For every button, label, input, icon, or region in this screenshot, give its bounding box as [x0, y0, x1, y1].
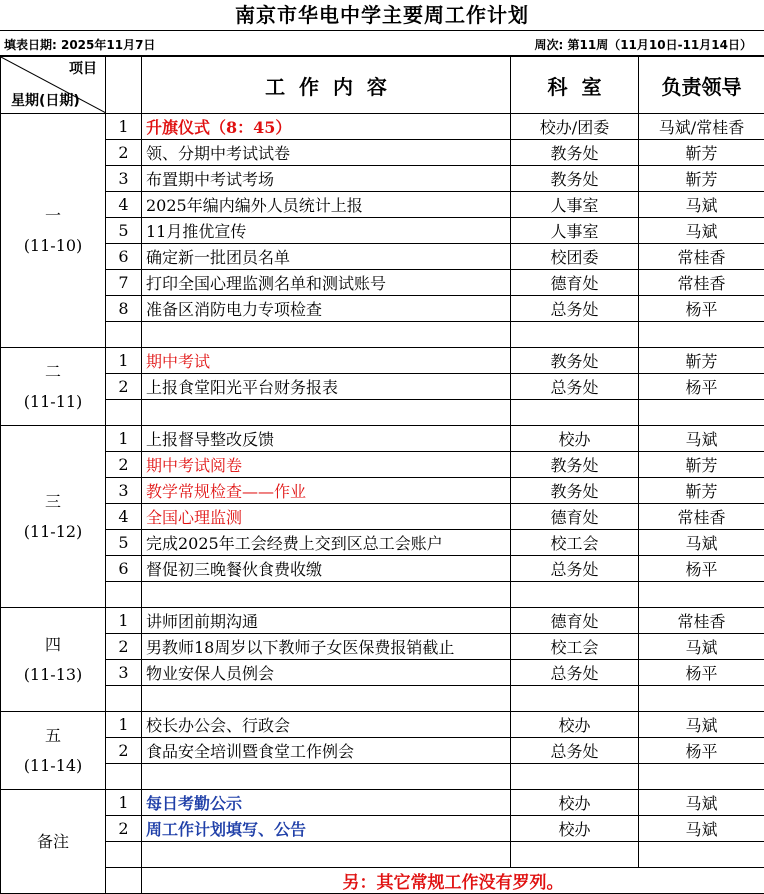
- item-number: 4: [106, 192, 142, 218]
- item-dept: 校工会: [511, 634, 639, 660]
- blank-cell: [142, 842, 511, 868]
- weekday-cell: [1, 426, 106, 608]
- item-number: 2: [106, 374, 142, 400]
- item-number: 1: [106, 712, 142, 738]
- item-content: 确定新一批团员名单: [142, 244, 511, 270]
- item-number: 1: [106, 426, 142, 452]
- item-dept: 校办: [511, 790, 639, 816]
- weekday-name: 四: [1, 630, 105, 660]
- item-content: 物业安保人员例会: [142, 660, 511, 686]
- blank-cell: [106, 686, 142, 712]
- header-item-label: 项目: [69, 58, 97, 78]
- footnote-number-cell: [106, 868, 142, 894]
- item-dept: 总务处: [511, 296, 639, 322]
- weekday-name: 一: [1, 201, 105, 231]
- fill-date: 填表日期: 2025年11月7日: [4, 36, 155, 53]
- item-leader: 马斌: [639, 426, 764, 452]
- blank-cell: [511, 400, 639, 426]
- table-row: [1, 608, 764, 634]
- table-row: [1, 270, 764, 296]
- table-row: [1, 374, 764, 400]
- item-leader: 常桂香: [639, 608, 764, 634]
- item-content: 男教师18周岁以下教师子女医保费报销截止: [142, 634, 511, 660]
- item-number: 6: [106, 556, 142, 582]
- table-row: [1, 660, 764, 686]
- item-number: 2: [106, 738, 142, 764]
- blank-cell: [511, 582, 639, 608]
- item-dept: 人事室: [511, 218, 639, 244]
- weekday-date: (11-11): [1, 387, 105, 417]
- item-dept: 人事室: [511, 192, 639, 218]
- blank-cell: [106, 764, 142, 790]
- item-leader: 杨平: [639, 296, 764, 322]
- blank-row: [1, 322, 764, 348]
- item-content: 周工作计划填写、公告: [142, 816, 511, 842]
- item-leader: 马斌: [639, 530, 764, 556]
- item-dept: 校工会: [511, 530, 639, 556]
- blank-cell: [511, 322, 639, 348]
- item-number: 2: [106, 816, 142, 842]
- item-content: 期中考试阅卷: [142, 452, 511, 478]
- item-content: 升旗仪式（8：45）: [142, 114, 511, 140]
- table-row: [1, 348, 764, 374]
- header-content: 工 作 内 容: [142, 57, 511, 114]
- weekday-date: (11-13): [1, 660, 105, 690]
- item-number: 7: [106, 270, 142, 296]
- weekday-name: 三: [1, 487, 105, 517]
- week-range: 周次: 第11周（11月10日-11月14日）: [535, 36, 752, 53]
- item-leader: 杨平: [639, 738, 764, 764]
- blank-cell: [639, 686, 764, 712]
- header-weekday-label: 星期(日期): [11, 90, 80, 110]
- item-leader: 马斌: [639, 192, 764, 218]
- blank-cell: [511, 764, 639, 790]
- blank-cell: [142, 686, 511, 712]
- table-row: [1, 530, 764, 556]
- footnote-text: 另：其它常规工作没有罗列。: [142, 868, 764, 894]
- item-dept: 总务处: [511, 374, 639, 400]
- document-title: 南京市华电中学主要周工作计划: [0, 0, 764, 30]
- item-leader: 马斌/常桂香: [639, 114, 764, 140]
- item-leader: 马斌: [639, 816, 764, 842]
- blank-cell: [639, 400, 764, 426]
- item-content: 督促初三晚餐伙食费收缴: [142, 556, 511, 582]
- header-leader: 负责领导: [639, 57, 764, 114]
- blank-cell: [639, 582, 764, 608]
- meta-bar: [0, 30, 764, 56]
- item-content: 全国心理监测: [142, 504, 511, 530]
- weekday-name: 五: [1, 721, 105, 751]
- blank-cell: [142, 400, 511, 426]
- table-row: [1, 140, 764, 166]
- item-dept: 教务处: [511, 478, 639, 504]
- item-number: 3: [106, 166, 142, 192]
- table-row: [1, 738, 764, 764]
- table-row: [1, 712, 764, 738]
- weekday-cell: [1, 712, 106, 790]
- item-number: 1: [106, 608, 142, 634]
- item-content: 完成2025年工会经费上交到区总工会账户: [142, 530, 511, 556]
- item-content: 2025年编内编外人员统计上报: [142, 192, 511, 218]
- weekday-date: (11-12): [1, 517, 105, 547]
- table-row: [1, 296, 764, 322]
- item-dept: 教务处: [511, 140, 639, 166]
- item-leader: 马斌: [639, 790, 764, 816]
- blank-cell: [511, 842, 639, 868]
- item-leader: 靳芳: [639, 166, 764, 192]
- blank-cell: [639, 322, 764, 348]
- blank-cell: [639, 842, 764, 868]
- item-number: 1: [106, 114, 142, 140]
- header-dept: 科 室: [511, 57, 639, 114]
- item-number: 3: [106, 478, 142, 504]
- table-row: [1, 426, 764, 452]
- table-row: [1, 790, 764, 816]
- item-content: 准备区消防电力专项检查: [142, 296, 511, 322]
- table-row: [1, 218, 764, 244]
- table-row: [1, 634, 764, 660]
- item-dept: 教务处: [511, 452, 639, 478]
- item-content: 期中考试: [142, 348, 511, 374]
- item-number: 8: [106, 296, 142, 322]
- blank-cell: [106, 322, 142, 348]
- item-number: 2: [106, 634, 142, 660]
- header-number-cell: [106, 57, 142, 114]
- item-content: 布置期中考试考场: [142, 166, 511, 192]
- blank-cell: [106, 582, 142, 608]
- table-row: [1, 192, 764, 218]
- table-row: [1, 452, 764, 478]
- blank-row: [1, 686, 764, 712]
- item-dept: 校团委: [511, 244, 639, 270]
- weekday-cell: [1, 114, 106, 348]
- item-number: 5: [106, 530, 142, 556]
- item-number: 1: [106, 790, 142, 816]
- item-number: 4: [106, 504, 142, 530]
- blank-cell: [106, 842, 142, 868]
- item-leader: 杨平: [639, 660, 764, 686]
- table-row: [1, 166, 764, 192]
- item-dept: 德育处: [511, 270, 639, 296]
- item-dept: 教务处: [511, 166, 639, 192]
- header-diagonal-cell: [1, 57, 106, 114]
- item-leader: 靳芳: [639, 478, 764, 504]
- blank-cell: [639, 764, 764, 790]
- blank-row: [1, 400, 764, 426]
- blank-row: [1, 764, 764, 790]
- table-row: [1, 556, 764, 582]
- table-row: [1, 114, 764, 140]
- item-dept: 总务处: [511, 738, 639, 764]
- item-dept: 校办: [511, 816, 639, 842]
- item-dept: 校办/团委: [511, 114, 639, 140]
- item-dept: 总务处: [511, 556, 639, 582]
- weekday-date: (11-10): [1, 231, 105, 261]
- table-row: [1, 244, 764, 270]
- item-leader: 靳芳: [639, 348, 764, 374]
- item-content: 讲师团前期沟通: [142, 608, 511, 634]
- item-dept: 教务处: [511, 348, 639, 374]
- item-content: 食品安全培训暨食堂工作例会: [142, 738, 511, 764]
- blank-cell: [142, 582, 511, 608]
- blank-cell: [142, 322, 511, 348]
- item-leader: 杨平: [639, 374, 764, 400]
- item-leader: 马斌: [639, 634, 764, 660]
- item-number: 1: [106, 348, 142, 374]
- item-content: 11月推优宣传: [142, 218, 511, 244]
- weekday-cell: [1, 348, 106, 426]
- weekday-name: 二: [1, 357, 105, 387]
- item-leader: 杨平: [639, 556, 764, 582]
- item-leader: 马斌: [639, 712, 764, 738]
- item-content: 每日考勤公示: [142, 790, 511, 816]
- item-content: 校长办公会、行政会: [142, 712, 511, 738]
- blank-cell: [106, 400, 142, 426]
- item-number: 5: [106, 218, 142, 244]
- item-content: 打印全国心理监测名单和测试账号: [142, 270, 511, 296]
- work-plan-table: [0, 56, 764, 894]
- item-content: 领、分期中考试试卷: [142, 140, 511, 166]
- blank-row: [1, 842, 764, 868]
- item-dept: 校办: [511, 426, 639, 452]
- remarks-cell: 备注: [1, 790, 106, 894]
- item-number: 3: [106, 660, 142, 686]
- item-dept: 德育处: [511, 608, 639, 634]
- blank-cell: [511, 686, 639, 712]
- weekday-cell: [1, 608, 106, 712]
- item-number: 2: [106, 140, 142, 166]
- item-leader: 马斌: [639, 218, 764, 244]
- item-number: 6: [106, 244, 142, 270]
- weekday-date: (11-14): [1, 751, 105, 781]
- item-leader: 靳芳: [639, 452, 764, 478]
- item-dept: 德育处: [511, 504, 639, 530]
- item-leader: 常桂香: [639, 504, 764, 530]
- header-row: [1, 57, 764, 114]
- table-row: [1, 816, 764, 842]
- item-dept: 总务处: [511, 660, 639, 686]
- item-number: 2: [106, 452, 142, 478]
- item-dept: 校办: [511, 712, 639, 738]
- item-content: 上报食堂阳光平台财务报表: [142, 374, 511, 400]
- table-row: [1, 478, 764, 504]
- item-leader: 靳芳: [639, 140, 764, 166]
- item-content: 上报督导整改反馈: [142, 426, 511, 452]
- item-leader: 常桂香: [639, 270, 764, 296]
- item-content: 教学常规检查——作业: [142, 478, 511, 504]
- table-row: [1, 504, 764, 530]
- blank-cell: [142, 764, 511, 790]
- footnote-row: [1, 868, 764, 894]
- item-leader: 常桂香: [639, 244, 764, 270]
- blank-row: [1, 582, 764, 608]
